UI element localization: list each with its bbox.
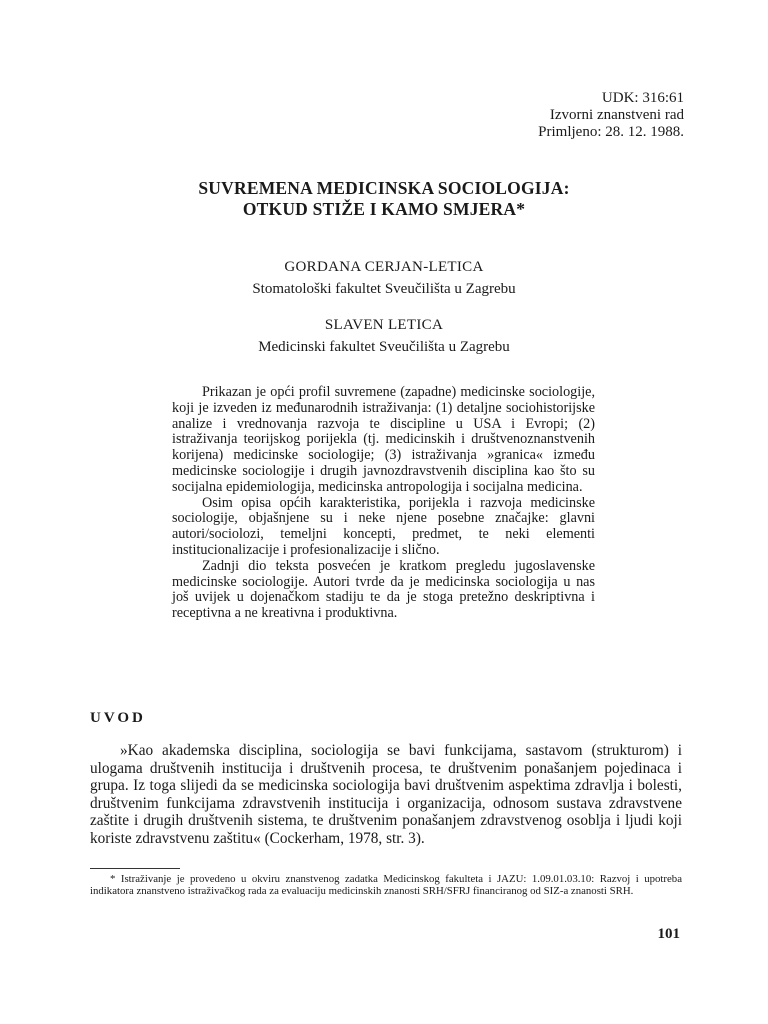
author-affiliation-1: Stomatološki fakultet Sveučilišta u Zagrebu <box>252 281 516 297</box>
abstract-paragraph-3: Zadnji dio teksta posvećen je kratkom pregledu jugoslavenske medicinske sociologije. Autori tvrde da je medicinska sociologija u nas još uvijek u dojenačkom stadiju te da je stoga pretežno deskriptivna i receptivna a ne kreativna i produktivna. <box>172 557 595 622</box>
udk-code: UDK: 316:61 <box>601 90 684 106</box>
received-date: Primljeno: 28. 12. 1988. <box>538 124 684 140</box>
article-title <box>0 178 768 220</box>
author-affiliation-2: Medicinski fakultet Sveučilišta u Zagrebu <box>258 339 510 355</box>
author-name-2: SLAVEN LETICA <box>324 317 444 333</box>
abstract-paragraph-2: Osim opisa općih karakteristika, porijekla i razvoja medicinske sociologije, objašnjene su i neke njene posebne značajke: glavni autori/sociolozi, temeljni koncepti, predmet, te neki elementi institucionalizacije i profesionalizacije i slično. <box>172 494 595 558</box>
section-heading: UVOD <box>90 710 146 726</box>
author-name-1: GORDANA CERJAN-LETICA <box>284 259 484 275</box>
title-line-2: OTKUD STIŽE I KAMO SMJERA* <box>242 199 526 219</box>
footnote-text: * Istraživanje je provedeno u okviru znanstvenog zadatka Medicinskog fakulteta i JAZU: 1.09.01.03.10: Razvoj i upotreba indikatora znanstveno istraživačkog rada za evaluaciju medicinskih znanosti SRH/SFRJ financiranog od SIZ-a znanosti SRH. <box>90 873 682 897</box>
page-number: 101 <box>657 926 680 942</box>
title-line-1: SUVREMENA MEDICINSKA SOCIOLOGIJA: <box>198 178 570 198</box>
body-text <box>90 742 682 848</box>
article-type: Izvorni znanstveni rad <box>549 107 684 123</box>
body-paragraph: »Kao akademska disciplina, sociologija se bavi funkcijama, sastavom (strukturom) i ulogama društvenih institucija i društvenih procesa, te društvenim ponašanjem pojedinaca i grupa. Iz toga slijedi da se medicinska sociologija bavi društvenim aspektima zdravlja i bolesti, društvenim funkcijama zdravstvenih institucija i organizacija, odnosom sustava zdravstvene zaštite i drugih društvenih sistema, te društvenim ponašanjem zdravstvenog osoblja i ljudi koji koriste zdravstvenu zaštitu« (Cockerham, 1978, str. 3). <box>90 742 682 847</box>
footnote <box>90 873 682 897</box>
abstract-paragraph-1: Prikazan je opći profil suvremene (zapadne) medicinske sociologije, koji je izveden iz međunarodnih istraživanja: (1) detaljne sociohistorijske analize i vrednovanja razvoja te discipline u USA i Evropi; (2) istraživanja teorijskog porijekla (tj. medicinskih i društvenoznanstvenih korijena) medicinske sociologije; (3) istraživanja »granica« između medicinske sociologije i drugih javnozdravstvenih disciplina kao što su socijalna epidemiologija, medicinska antropologija i socijalna medicina. <box>172 384 595 495</box>
abstract <box>172 385 595 622</box>
article-meta <box>538 90 684 141</box>
footnote-divider <box>90 868 180 869</box>
